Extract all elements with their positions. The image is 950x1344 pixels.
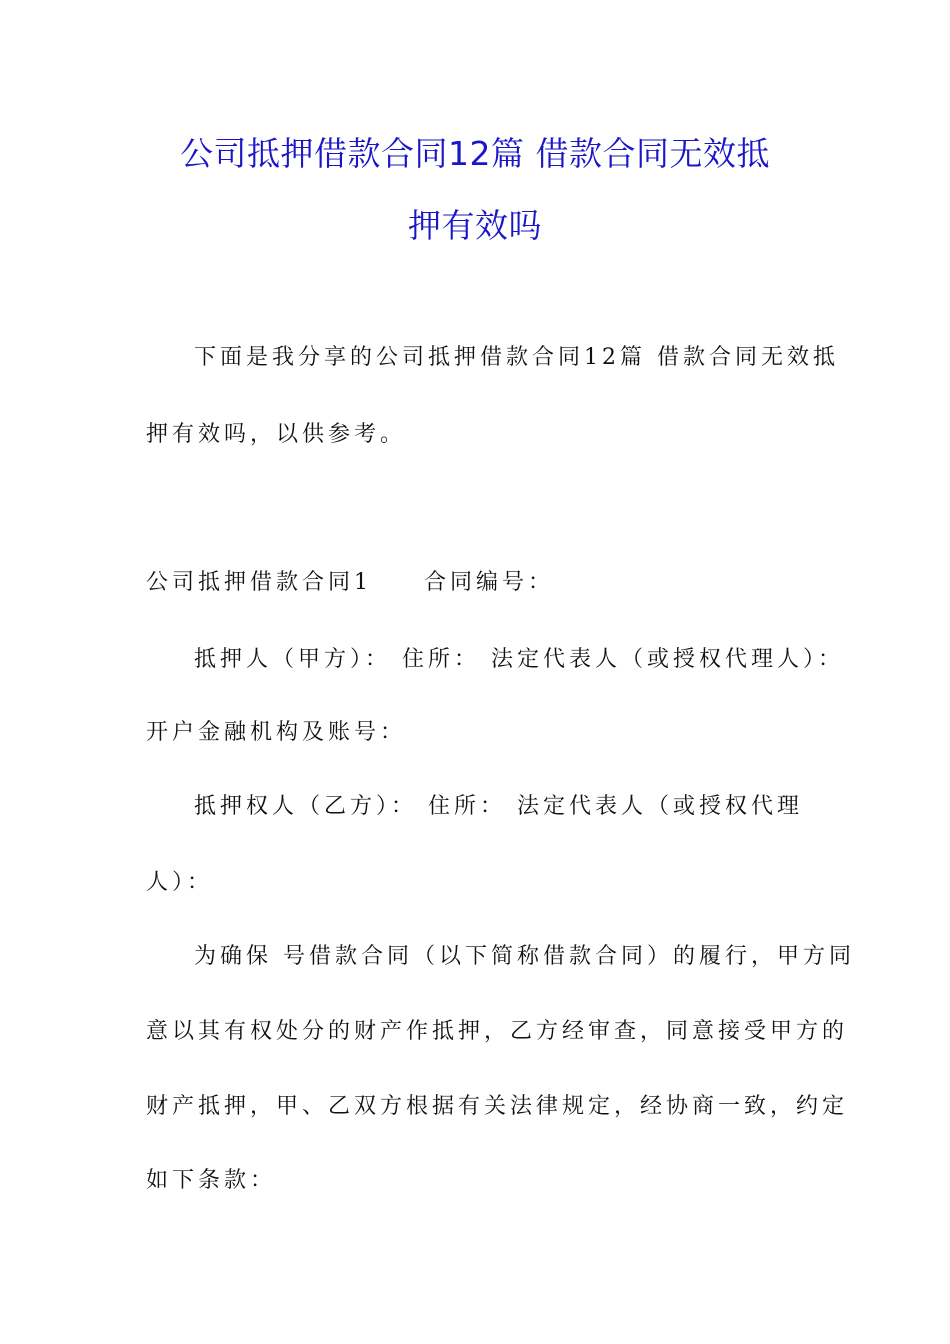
mortgagor-line-2: 开户金融机构及账号： (146, 720, 407, 745)
mortgagee-line-1: 抵押权人（乙方）： 住所： 法定代表人（或授权代理 (194, 794, 803, 819)
purpose-line-4: 如下条款： (146, 1168, 277, 1193)
purpose-line-2: 意以其有权处分的财产作抵押，乙方经审查，同意接受甲方的 (146, 1019, 849, 1044)
purpose-line-1: 为确保 号借款合同（以下简称借款合同）的履行，甲方同 (194, 944, 855, 969)
section-heading (146, 568, 816, 598)
document-title-line-2: 押有效吗 (408, 206, 542, 245)
mortgagor-line-1: 抵押人（甲方）： 住所： 法定代表人（或授权代理人）： (194, 647, 844, 672)
document-title-line-1: 公司抵押借款合同12篇 借款合同无效抵 (180, 134, 770, 173)
mortgagee-line-2: 人）： (146, 870, 214, 895)
intro-line-2: 押有效吗，以供参考。 (146, 422, 407, 447)
purpose-line-3: 财产抵押，甲、乙双方根据有关法律规定，经协商一致，约定 (146, 1094, 849, 1119)
contract-number-label: 合同编号： (424, 570, 555, 595)
section-heading-title: 公司抵押借款合同1 (146, 570, 372, 595)
intro-line-1: 下面是我分享的公司抵押借款合同12篇 借款合同无效抵 (194, 345, 839, 370)
